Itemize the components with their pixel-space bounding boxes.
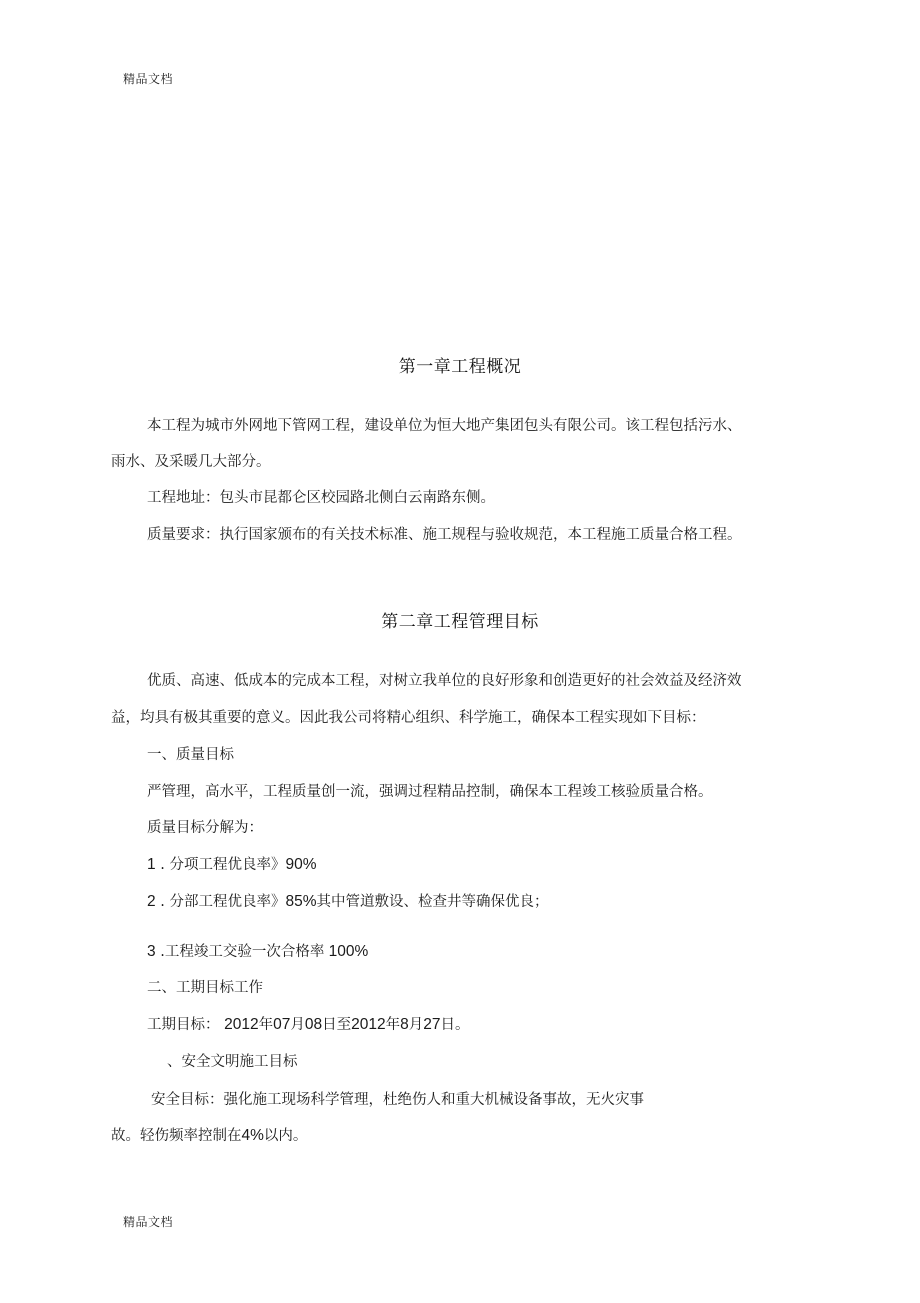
quality-item-2: [147, 892, 548, 912]
quality-item-3-value: 100%: [324, 943, 369, 960]
schedule-year-char: 年: [258, 1017, 274, 1033]
schedule-year-char-2: 年: [385, 1017, 401, 1033]
schedule-end-month: 8: [400, 1016, 409, 1033]
quality-item-2-note: 其中管道敷设、检查井等确保优良；: [316, 894, 549, 910]
quality-item-1-text: . 分项工程优良率》: [155, 857, 286, 873]
quality-goal-heading: 一、质量目标: [147, 747, 234, 763]
chapter-1-para1-line1: 本工程为城市外网地下管网工程，建设单位为恒大地产集团包头有限公司。该工程包括污水、: [147, 418, 742, 434]
safety-goal-line2-end: 以内。: [263, 1128, 308, 1144]
page-header: 精品文档: [123, 72, 174, 86]
safety-goal-heading: 、安全文明施工目标: [167, 1054, 298, 1070]
schedule-day-char: 日。: [440, 1017, 470, 1033]
schedule-start-day: 08: [304, 1016, 323, 1033]
schedule-to-text: 日至: [322, 1017, 352, 1033]
schedule-month-char-2: 月: [408, 1017, 424, 1033]
quality-goal-description: 严管理，高水平，工程质量创一流，强调过程精品控制，确保本工程竣工核验质量合格。: [147, 784, 713, 800]
quality-item-3-number: 3: [147, 943, 156, 960]
safety-injury-rate: 4%: [241, 1127, 264, 1144]
chapter-1-para1-line2: 雨水、及采暖几大部分。: [111, 454, 271, 470]
quality-requirement: 质量要求：执行国家颁布的有关技术标准、施工规程与验收规范，本工程施工质量合格工程。: [147, 527, 742, 543]
schedule-month-char: 月: [290, 1017, 305, 1033]
quality-item-3-text: .工程竣工交验一次合格率: [155, 944, 325, 960]
quality-item-2-text: . 分部工程优良率》: [155, 894, 286, 910]
project-address: 工程地址：包头市昆都仑区校园路北侧白云南路东侧。: [147, 490, 495, 506]
quality-item-1-number: 1: [147, 856, 156, 873]
safety-goal-line2-text: 故。轻伤频率控制在: [111, 1128, 242, 1144]
quality-item-2-value: 85%: [285, 893, 317, 910]
quality-item-1: [147, 855, 316, 875]
schedule-start-year: 2012: [224, 1016, 259, 1033]
schedule-start-month: 07: [273, 1016, 291, 1033]
chapter-1-title: 第一章工程概况: [398, 357, 522, 377]
quality-item-2-number: 2: [147, 893, 156, 910]
quality-goal-breakdown: 质量目标分解为：: [147, 820, 263, 836]
schedule-label: 工期目标：: [147, 1017, 220, 1033]
chapter-2-intro-line2: 益，均具有极其重要的意义。因此我公司将精心组织、科学施工，确保本工程实现如下目标：: [111, 710, 706, 726]
page-footer: 精品文档: [123, 1215, 174, 1229]
safety-goal-line2: [111, 1126, 307, 1146]
schedule-end-year: 2012: [351, 1016, 386, 1033]
chapter-2-intro-line1: 优质、高速、低成本的完成本工程，对树立我单位的良好形象和创造更好的社会效益及经济效: [147, 673, 742, 689]
schedule-end-day: 27: [423, 1016, 441, 1033]
quality-item-3: [147, 942, 368, 962]
schedule-goal-heading: 二、工期目标工作: [147, 980, 263, 996]
chapter-2-title: 第二章工程管理目标: [381, 612, 539, 632]
schedule-goal: [147, 1015, 469, 1035]
safety-goal-line1: 安全目标：强化施工现场科学管理，杜绝伤人和重大机械设备事故，无火灾事: [151, 1092, 644, 1108]
quality-item-1-value: 90%: [285, 856, 317, 873]
